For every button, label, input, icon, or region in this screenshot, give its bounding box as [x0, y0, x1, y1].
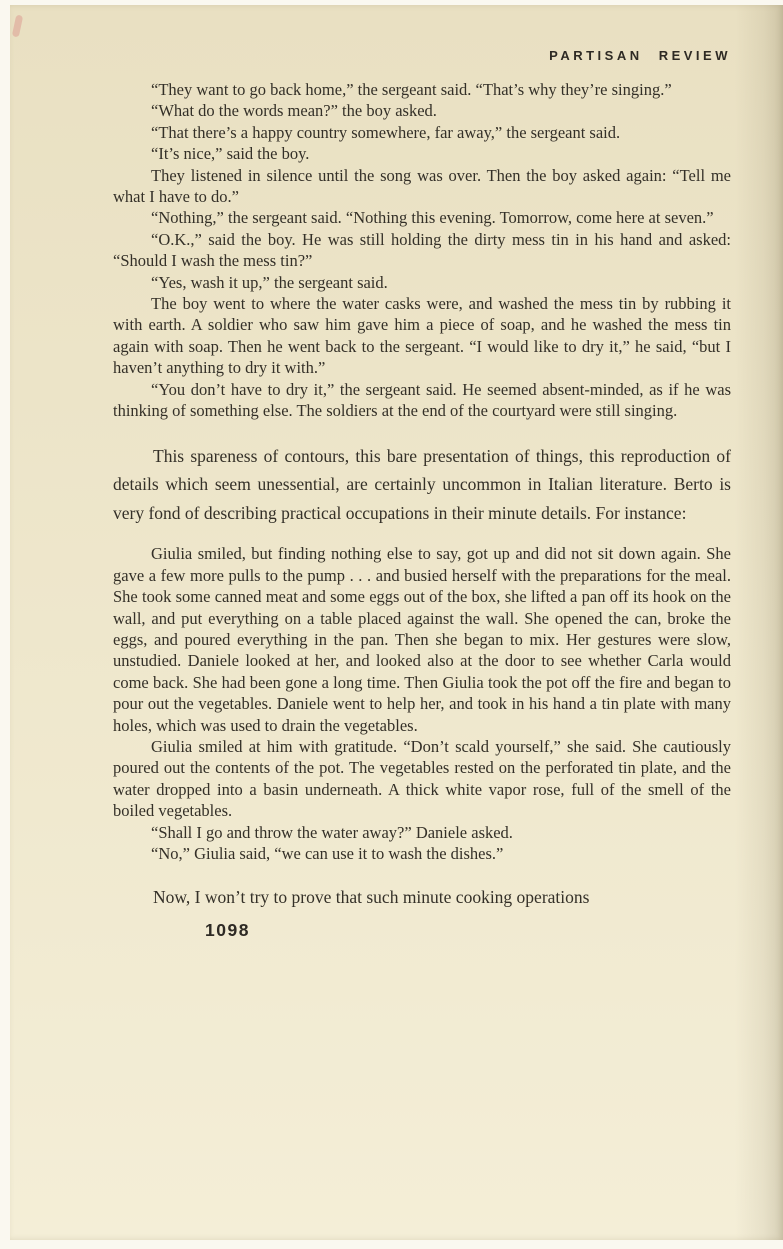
paragraph: They listened in silence until the song was over. Then the boy asked again: “Tell me what I have to do.” [113, 165, 731, 207]
paragraph: “O.K.,” said the boy. He was still holding the dirty mess tin in his hand and asked: “Should I wash the mess tin?” [113, 229, 731, 271]
paragraph: This spareness of contours, this bare presentation of things, this reproduction of details which seem unessential, are certainly uncommon in Italian literature. Berto is very fond of describing practical occupations in their minute details. For instance: [113, 445, 731, 523]
page-content [113, 48, 731, 941]
page-number: 1098 [205, 920, 250, 941]
journal-header: PARTISAN REVIEW [549, 48, 731, 63]
scan-page [10, 5, 783, 1240]
commentary-paragraph [113, 886, 731, 908]
scan-artifact [12, 15, 23, 38]
paragraph: “You don’t have to dry it,” the sergeant said. He seemed absent-minded, as if he was thinking of something else. The soldiers at the end of the courtyard were still singing. [113, 379, 731, 421]
commentary-paragraph [113, 442, 731, 528]
paragraph: Giulia smiled, but finding nothing else to say, got up and did not sit down again. She gave a few more pulls to the pump . . . and busied herself with the preparations for the meal. She took some canned meat and some eggs out of the box, she lifted a pan off its hook on the wall, and put everything on a table placed against the wall. She opened the can, broke the eggs, and poured everything in the pan. Then she began to mix. Her gestures were slow, unstudied. Daniele looked at her, and looked also at the door to see whether Carla would come back. She had been gone a long time. Then Giulia took the pot off the fire and began to pour out the vegetables. Daniele went to help her, and took in his hand a tin plate with many holes, which was used to drain the vegetables. [113, 544, 731, 735]
paragraph: “No,” Giulia said, “we can use it to wash the dishes.” [151, 843, 504, 863]
cooking-excerpt [113, 543, 731, 864]
paragraph: The boy went to where the water casks were, and washed the mess tin by rubbing it with earth. A soldier who saw him gave him a piece of soap, and he washed the mess tin again with soap. Then he went back to the sergeant. “I would like to dry it,” he said, “but I haven’t anything to dry it with.” [113, 294, 731, 378]
paragraph: “That there’s a happy country somewhere, far away,” the sergeant said. [151, 122, 621, 142]
dialogue-excerpt [113, 79, 731, 422]
paragraph: “Yes, wash it up,” the sergeant said. [151, 272, 388, 292]
paragraph: “Nothing,” the sergeant said. “Nothing this evening. Tomorrow, come here at seven.” [151, 208, 714, 228]
paragraph: “Shall I go and throw the water away?” Daniele asked. [151, 822, 513, 842]
paragraph: “What do the words mean?” the boy asked. [151, 101, 437, 121]
paragraph: Giulia smiled at him with gratitude. “Don’t scald yourself,” she said. She cautiously poured out the contents of the pot. The vegetables rested on the perforated tin plate, and the water dropped into a basin underneath. A thick white vapor rose, full of the smell of the boiled vegetables. [113, 736, 731, 821]
paragraph: Now, I won’t try to prove that such minute cooking operations [153, 887, 590, 908]
paragraph: “It’s nice,” said the boy. [151, 144, 310, 164]
paragraph: “They want to go back home,” the sergeant said. “That’s why they’re singing.” [151, 80, 672, 99]
